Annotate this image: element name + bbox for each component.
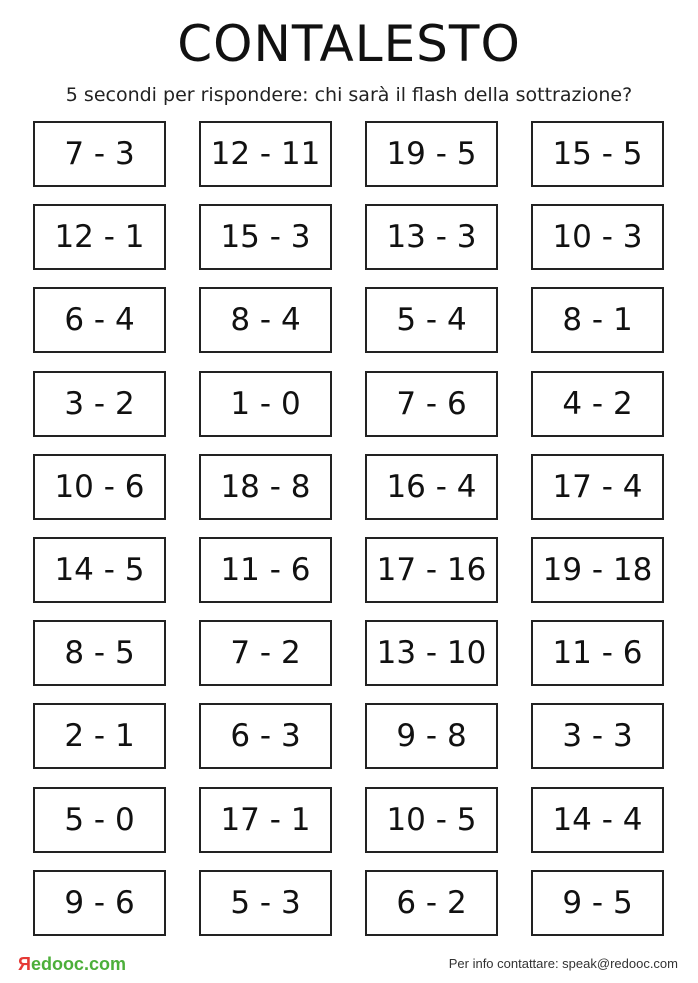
subtraction-card: 14 - 5 [33, 537, 166, 603]
subtraction-card: 19 - 18 [531, 537, 664, 603]
subtraction-card: 1 - 0 [199, 371, 332, 437]
subtraction-card: 10 - 3 [531, 204, 664, 270]
subtraction-card: 17 - 4 [531, 454, 664, 520]
subtraction-card: 13 - 10 [365, 620, 498, 686]
subtraction-card: 5 - 4 [365, 287, 498, 353]
subtraction-card: 14 - 4 [531, 787, 664, 853]
subtraction-card: 15 - 3 [199, 204, 332, 270]
subtraction-card: 8 - 1 [531, 287, 664, 353]
subtraction-card: 11 - 6 [199, 537, 332, 603]
subtraction-card: 12 - 11 [199, 121, 332, 187]
subtraction-card: 2 - 1 [33, 703, 166, 769]
subtraction-card: 13 - 3 [365, 204, 498, 270]
subtraction-card: 5 - 0 [33, 787, 166, 853]
subtraction-card: 7 - 3 [33, 121, 166, 187]
subtraction-card: 9 - 8 [365, 703, 498, 769]
subtraction-card: 7 - 6 [365, 371, 498, 437]
logo-letter-r: Я [18, 954, 31, 974]
logo-text: edooc.com [30, 954, 126, 974]
subtraction-card: 18 - 8 [199, 454, 332, 520]
subtraction-card: 9 - 6 [33, 870, 166, 936]
subtraction-card: 9 - 5 [531, 870, 664, 936]
subtraction-card: 6 - 3 [199, 703, 332, 769]
subtraction-card: 12 - 1 [33, 204, 166, 270]
redooc-logo[interactable] [18, 950, 126, 978]
page-subtitle: 5 secondi per rispondere: chi sarà il flash della sottrazione? [65, 84, 633, 106]
subtraction-card: 6 - 4 [33, 287, 166, 353]
subtraction-card: 16 - 4 [365, 454, 498, 520]
subtraction-card: 10 - 5 [365, 787, 498, 853]
subtraction-card: 8 - 4 [199, 287, 332, 353]
subtraction-card: 6 - 2 [365, 870, 498, 936]
subtraction-card: 11 - 6 [531, 620, 664, 686]
subtraction-card: 5 - 3 [199, 870, 332, 936]
subtraction-card: 3 - 2 [33, 371, 166, 437]
subtraction-card: 7 - 2 [199, 620, 332, 686]
page-footer [0, 950, 698, 980]
contact-info: Per info contattare: speak@redooc.com [448, 956, 678, 971]
subtraction-card: 10 - 6 [33, 454, 166, 520]
subtraction-card: 3 - 3 [531, 703, 664, 769]
subtraction-card: 8 - 5 [33, 620, 166, 686]
subtraction-card: 4 - 2 [531, 371, 664, 437]
subtraction-card: 17 - 16 [365, 537, 498, 603]
page-title: CONTALESTO [177, 15, 521, 73]
subtraction-card: 17 - 1 [199, 787, 332, 853]
subtraction-card: 19 - 5 [365, 121, 498, 187]
exercise-grid [33, 121, 665, 936]
subtraction-card: 15 - 5 [531, 121, 664, 187]
